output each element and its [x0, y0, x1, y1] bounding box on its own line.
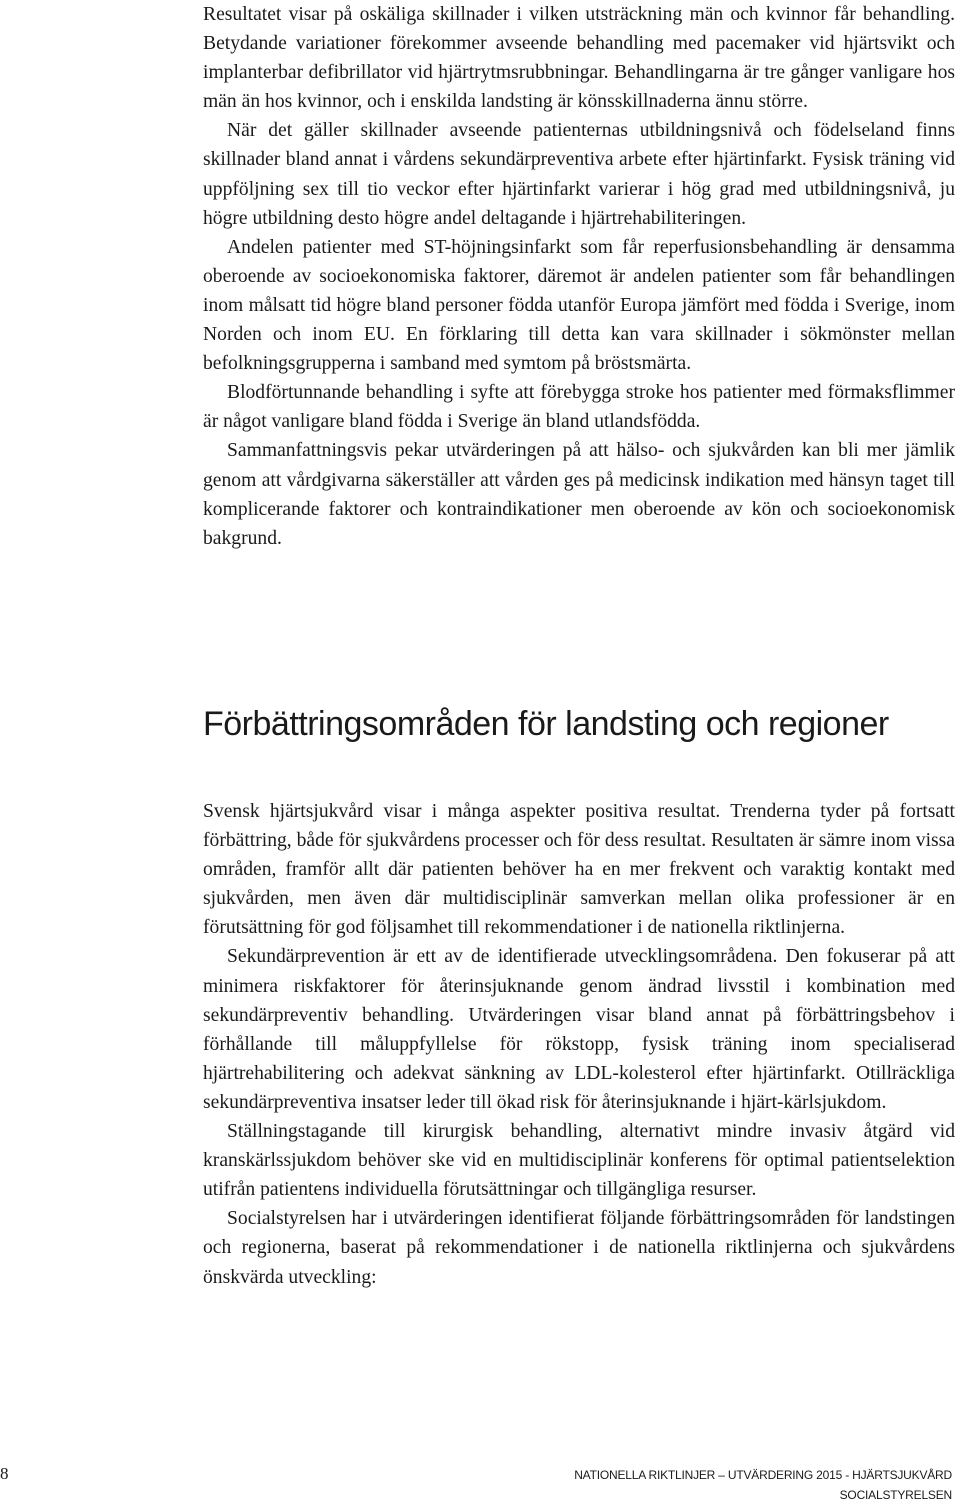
paragraph: Resultatet visar på oskäliga skillnader i vilken utsträckning män och kvinnor får behandling. Betydande variationer förekommer avseende behandling med pacemaker vid hjärtsvikt och implanterbar defibrillator vid hjärtrytmsrubbningar. Behandlingarna är tre gånger vanligare hos män än hos kvinnor, och i enskilda landsting är könsskillnaderna ännu större. [203, 4, 955, 113]
page-number: 8 [0, 1464, 9, 1483]
footer-organization: SOCIALSTYRELSEN [839, 1488, 952, 1502]
paragraph: Andelen patienter med ST-höjningsinfarkt som får reperfusionsbehandling är densamma oberoende av socioekonomiska faktorer, däremot är andelen patienter som får behandlingen inom målsatt tid högre bland personer födda utanför Europa jämfört med födda i Sverige, inom Norden och inom EU. En förklaring till detta kan vara skillnader i sökmönster mellan befolkningsgrupperna i samband med symtom på bröstsmärta. [203, 236, 955, 375]
paragraph: Blodförtunnande behandling i syfte att förebygga stroke hos patienter med förmaksflimmer är något vanligare bland födda i Sverige än bland utlandsfödda. [203, 382, 955, 433]
body-bottom [203, 797, 955, 1292]
paragraph: När det gäller skillnader avseende patienternas utbildningsnivå och födelseland finns skillnader bland annat i vårdens sekundärpreventiva arbete efter hjärtinfarkt. Fysisk träning vid uppföljning sex till tio veckor efter hjärtinfarkt varierar i hög grad med utbildningsnivå, ju högre utbildning desto högre andel deltagande i hjärtrehabiliteringen. [203, 120, 955, 229]
body-top [203, 0, 955, 553]
paragraph: Ställningstagande till kirurgisk behandling, alternativt mindre invasiv åtgärd vid kranskärlssjukdom behöver ske vid en multidisciplinär konferens för optimal patientselektion utifrån patientens individuella förutsättningar och tillgängliga resurser. [203, 1121, 955, 1201]
section-heading: Förbättringsområden för landsting och regioner [203, 705, 889, 743]
paragraph: Svensk hjärtsjukvård visar i många aspekter positiva resultat. Trenderna tyder på fortsatt förbättring, både för sjukvårdens processer och för dess resultat. Resultaten är sämre inom vissa områden, framför allt där patienten behöver ha en mer frekvent och varaktig kontakt med sjukvården, men även där multidisciplinär samverkan mellan olika professioner är en förutsättning för god följsamhet till rekommendationer i de nationella riktlinjerna. [203, 801, 955, 939]
paragraph: Sammanfattningsvis pekar utvärderingen på att hälso- och sjukvården kan bli mer jämlik genom att vårdgivarna säkerställer att vården ges på medicinsk indikation med hänsyn taget till komplicerande faktorer och kontraindikationer men oberoende av kön och socioekonomisk bakgrund. [203, 440, 955, 549]
paragraph: Socialstyrelsen har i utvärderingen identifierat följande förbättringsområden för landstingen och regionerna, baserat på rekommendationer i de nationella riktlinjerna och sjukvårdens önskvärda utveckling: [203, 1208, 955, 1288]
paragraph: Sekundärprevention är ett av de identifierade utvecklingsområdena. Den fokuserar på att minimera riskfaktorer för återinsjuknande genom ändrad livsstil i kombination med sekundärpreventiv behandling. Utvärderingen visar bland annat på förbättringsbehov i förhållande till måluppfyllelse för rökstopp, fysisk träning inom specialiserad hjärtrehabilitering och adekvat sänkning av LDL-kolesterol efter hjärtinfarkt. Otillräckliga sekundärpreventiva insatser leder till ökad risk för återinsjuknande i hjärt-kärlsjukdom. [203, 946, 955, 1113]
footer-title: NATIONELLA RIKTLINJER – UTVÄRDERING 2015 - HJÄRTSJUKVÅRD [574, 1468, 952, 1482]
